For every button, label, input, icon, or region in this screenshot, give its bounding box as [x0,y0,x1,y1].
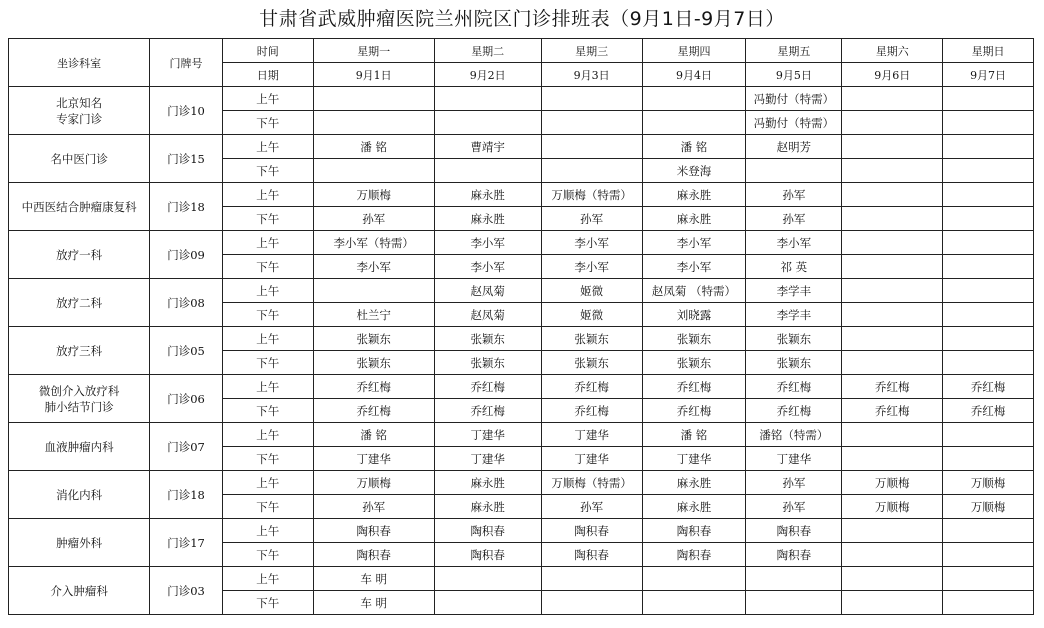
doctor-cell: 孙军 [541,207,642,231]
doctor-cell [746,159,842,183]
doctor-cell: 麻永胜 [642,207,746,231]
doctor-cell: 麻永胜 [642,471,746,495]
doctor-cell [943,183,1034,207]
doctor-cell: 乔红梅 [746,375,842,399]
doctor-cell [943,351,1034,375]
doctor-cell [842,231,943,255]
doctor-cell: 祁 英 [746,255,842,279]
doctor-cell [642,111,746,135]
doctor-cell [642,87,746,111]
doctor-cell [746,591,842,615]
doctor-cell: 万顺梅（特需） [541,183,642,207]
doctor-cell: 万顺梅（特需） [541,471,642,495]
doctor-cell [842,351,943,375]
slot-am-label: 上午 [222,135,313,159]
doctor-cell [943,135,1034,159]
doctor-cell: 孙军 [746,207,842,231]
doctor-cell: 孙军 [313,495,434,519]
doctor-cell [943,591,1034,615]
weekday-cell: 星期四 [642,39,746,63]
doctor-cell: 孙军 [746,471,842,495]
doctor-cell: 陶积春 [642,519,746,543]
doctor-cell: 赵凤菊 （特需） [642,279,746,303]
doctor-cell: 孙军 [541,495,642,519]
room-number: 门诊18 [150,183,223,231]
schedule-row [9,135,1034,159]
date-header: 日期 [222,63,313,87]
doctor-cell [313,87,434,111]
schedule-row [9,519,1034,543]
weekday-cell: 星期五 [746,39,842,63]
schedule-table [8,38,1034,615]
doctor-cell: 万顺梅 [313,183,434,207]
slot-pm-label: 下午 [222,495,313,519]
doctor-cell: 车 明 [313,591,434,615]
doctor-cell: 孙军 [746,183,842,207]
doctor-cell: 潘 铭 [642,135,746,159]
doctor-cell [642,567,746,591]
room-number: 门诊07 [150,423,223,471]
doctor-cell [842,327,943,351]
doctor-cell [943,567,1034,591]
doctor-cell: 李学丰 [746,303,842,327]
doctor-cell: 陶积春 [642,543,746,567]
doctor-cell: 乔红梅 [313,399,434,423]
doctor-cell [842,87,943,111]
doctor-cell [541,159,642,183]
schedule-row [9,87,1034,111]
dept-header: 坐诊科室 [9,39,150,87]
doctor-cell [842,423,943,447]
doctor-cell [842,135,943,159]
doctor-cell: 冯勤付（特需） [746,87,842,111]
doctor-cell: 乔红梅 [541,375,642,399]
doctor-cell: 乔红梅 [434,399,541,423]
header-row-weekday [9,39,1034,63]
doctor-cell: 潘 铭 [642,423,746,447]
doctor-cell: 张颖东 [642,351,746,375]
doctor-cell: 张颖东 [434,351,541,375]
schedule-row [9,183,1034,207]
doctor-cell [842,519,943,543]
doctor-cell: 丁建华 [313,447,434,471]
doctor-cell: 赵明芳 [746,135,842,159]
date-cell: 9月6日 [842,63,943,87]
doctor-cell: 刘晓露 [642,303,746,327]
doctor-cell: 麻永胜 [642,495,746,519]
department-name: 放疗三科 [9,327,150,375]
doctor-cell [842,591,943,615]
department-name: 放疗二科 [9,279,150,327]
department-name: 介入肿瘤科 [9,567,150,615]
slot-am-label: 上午 [222,423,313,447]
doctor-cell: 丁建华 [541,447,642,471]
doctor-cell: 杜兰宁 [313,303,434,327]
date-cell: 9月5日 [746,63,842,87]
department-name: 肿瘤外科 [9,519,150,567]
slot-am-label: 上午 [222,567,313,591]
weekday-cell: 星期三 [541,39,642,63]
doctor-cell: 乔红梅 [434,375,541,399]
doctor-cell [842,303,943,327]
slot-pm-label: 下午 [222,447,313,471]
doctor-cell [434,567,541,591]
slot-pm-label: 下午 [222,303,313,327]
doctor-cell: 张颖东 [746,351,842,375]
weekday-cell: 星期六 [842,39,943,63]
doctor-cell: 万顺梅 [943,495,1034,519]
room-number: 门诊09 [150,231,223,279]
doctor-cell [434,159,541,183]
doctor-cell: 陶积春 [541,543,642,567]
doctor-cell: 万顺梅 [842,471,943,495]
room-header: 门牌号 [150,39,223,87]
doctor-cell: 乔红梅 [842,399,943,423]
doctor-cell: 麻永胜 [434,495,541,519]
doctor-cell: 丁建华 [434,447,541,471]
doctor-cell [943,255,1034,279]
doctor-cell [943,87,1034,111]
doctor-cell: 孙军 [746,495,842,519]
doctor-cell: 陶积春 [313,543,434,567]
room-number: 门诊05 [150,327,223,375]
department-name: 名中医门诊 [9,135,150,183]
slot-pm-label: 下午 [222,399,313,423]
department-name: 血液肿瘤内科 [9,423,150,471]
slot-pm-label: 下午 [222,351,313,375]
weekday-cell: 星期日 [943,39,1034,63]
doctor-cell: 麻永胜 [434,471,541,495]
room-number: 门诊18 [150,471,223,519]
doctor-cell [842,183,943,207]
doctor-cell [943,207,1034,231]
doctor-cell: 李小军（特需） [313,231,434,255]
doctor-cell: 李小军 [642,255,746,279]
slot-pm-label: 下午 [222,543,313,567]
doctor-cell: 孙军 [313,207,434,231]
doctor-cell: 姬微 [541,303,642,327]
room-number: 门诊10 [150,87,223,135]
doctor-cell [313,111,434,135]
doctor-cell: 丁建华 [746,447,842,471]
date-cell: 9月4日 [642,63,746,87]
slot-pm-label: 下午 [222,591,313,615]
doctor-cell: 陶积春 [746,519,842,543]
doctor-cell: 张颖东 [313,327,434,351]
schedule-row [9,423,1034,447]
doctor-cell: 乔红梅 [642,399,746,423]
schedule-row [9,327,1034,351]
slot-am-label: 上午 [222,471,313,495]
doctor-cell: 陶积春 [313,519,434,543]
doctor-cell [642,591,746,615]
doctor-cell: 李小军 [541,231,642,255]
doctor-cell [943,279,1034,303]
doctor-cell [943,519,1034,543]
schedule-row [9,231,1034,255]
doctor-cell [943,303,1034,327]
doctor-cell [541,591,642,615]
slot-am-label: 上午 [222,231,313,255]
doctor-cell [943,447,1034,471]
doctor-cell: 姬微 [541,279,642,303]
doctor-cell: 万顺梅 [313,471,434,495]
room-number: 门诊03 [150,567,223,615]
doctor-cell: 万顺梅 [842,495,943,519]
doctor-cell [842,159,943,183]
doctor-cell: 陶积春 [746,543,842,567]
doctor-cell [842,567,943,591]
doctor-cell [541,567,642,591]
department-name: 消化内科 [9,471,150,519]
schedule-row [9,471,1034,495]
schedule-row [9,375,1034,399]
doctor-cell [943,543,1034,567]
weekday-cell: 星期二 [434,39,541,63]
date-cell: 9月2日 [434,63,541,87]
doctor-cell: 丁建华 [642,447,746,471]
doctor-cell [842,255,943,279]
weekday-cell: 星期一 [313,39,434,63]
doctor-cell [541,87,642,111]
doctor-cell: 赵凤菊 [434,303,541,327]
time-header: 时间 [222,39,313,63]
doctor-cell: 李小军 [642,231,746,255]
doctor-cell: 冯勤付（特需） [746,111,842,135]
room-number: 门诊17 [150,519,223,567]
doctor-cell: 乔红梅 [943,399,1034,423]
doctor-cell: 张颖东 [642,327,746,351]
room-number: 门诊08 [150,279,223,327]
slot-pm-label: 下午 [222,207,313,231]
schedule-body [9,39,1034,615]
room-number: 门诊06 [150,375,223,423]
schedule-row [9,567,1034,591]
doctor-cell [943,111,1034,135]
department-name: 微创介入放疗科 肺小结节门诊 [9,375,150,423]
slot-am-label: 上午 [222,279,313,303]
schedule-row [9,279,1034,303]
doctor-cell [842,447,943,471]
doctor-cell [842,111,943,135]
doctor-cell: 麻永胜 [434,207,541,231]
doctor-cell [313,279,434,303]
doctor-cell [842,279,943,303]
doctor-cell [943,327,1034,351]
doctor-cell: 车 明 [313,567,434,591]
doctor-cell [434,591,541,615]
doctor-cell: 李学丰 [746,279,842,303]
doctor-cell: 李小军 [434,255,541,279]
doctor-cell [943,159,1034,183]
doctor-cell: 万顺梅 [943,471,1034,495]
doctor-cell: 乔红梅 [746,399,842,423]
doctor-cell [313,159,434,183]
slot-am-label: 上午 [222,87,313,111]
doctor-cell: 张颖东 [746,327,842,351]
doctor-cell [842,207,943,231]
slot-pm-label: 下午 [222,159,313,183]
doctor-cell: 麻永胜 [642,183,746,207]
doctor-cell: 李小军 [434,231,541,255]
date-cell: 9月7日 [943,63,1034,87]
doctor-cell [541,111,642,135]
doctor-cell [541,135,642,159]
doctor-cell [842,543,943,567]
doctor-cell: 陶积春 [434,543,541,567]
doctor-cell: 丁建华 [434,423,541,447]
slot-pm-label: 下午 [222,255,313,279]
doctor-cell: 李小军 [746,231,842,255]
doctor-cell: 潘铭（特需） [746,423,842,447]
doctor-cell [746,567,842,591]
doctor-cell: 张颖东 [541,351,642,375]
doctor-cell: 张颖东 [434,327,541,351]
slot-pm-label: 下午 [222,111,313,135]
doctor-cell: 潘 铭 [313,135,434,159]
slot-am-label: 上午 [222,327,313,351]
doctor-cell: 赵凤菊 [434,279,541,303]
slot-am-label: 上午 [222,183,313,207]
department-name: 中西医结合肿瘤康复科 [9,183,150,231]
doctor-cell [434,87,541,111]
slot-am-label: 上午 [222,519,313,543]
doctor-cell: 曹靖宇 [434,135,541,159]
doctor-cell: 乔红梅 [541,399,642,423]
doctor-cell: 张颖东 [541,327,642,351]
department-name: 北京知名 专家门诊 [9,87,150,135]
doctor-cell: 丁建华 [541,423,642,447]
doctor-cell [943,231,1034,255]
page-title: 甘肃省武威肿瘤医院兰州院区门诊排班表（9月1日-9月7日） [259,8,785,30]
doctor-cell: 潘 铭 [313,423,434,447]
doctor-cell: 陶积春 [541,519,642,543]
doctor-cell: 陶积春 [434,519,541,543]
doctor-cell: 张颖东 [313,351,434,375]
date-cell: 9月1日 [313,63,434,87]
doctor-cell: 乔红梅 [642,375,746,399]
doctor-cell: 乔红梅 [842,375,943,399]
slot-am-label: 上午 [222,375,313,399]
doctor-cell: 乔红梅 [943,375,1034,399]
department-name: 放疗一科 [9,231,150,279]
date-cell: 9月3日 [541,63,642,87]
doctor-cell: 米登海 [642,159,746,183]
doctor-cell: 李小军 [541,255,642,279]
doctor-cell [943,423,1034,447]
doctor-cell: 李小军 [313,255,434,279]
doctor-cell: 乔红梅 [313,375,434,399]
doctor-cell: 麻永胜 [434,183,541,207]
room-number: 门诊15 [150,135,223,183]
doctor-cell [434,111,541,135]
